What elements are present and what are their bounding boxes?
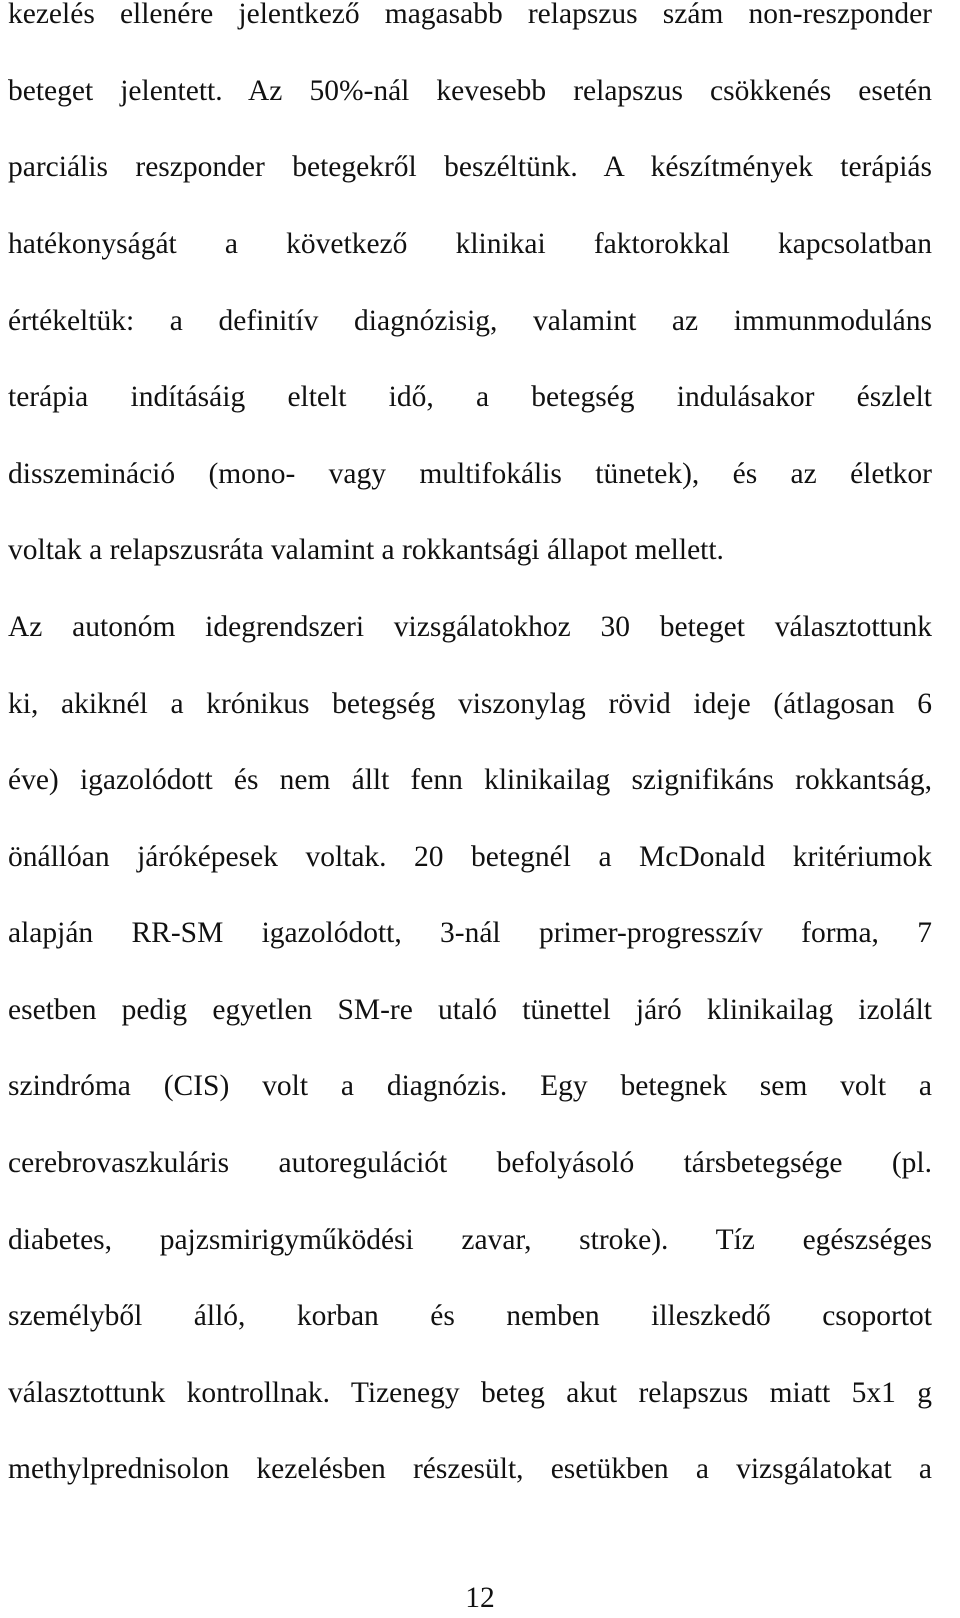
text-line-1: kezelés ellenére jelentkező magasabb relapszus szám non-reszponder bbox=[8, 0, 932, 30]
text-line-11: éve) igazolódott és nem állt fenn klinikailag szignifikáns rokkantság, bbox=[8, 764, 932, 796]
text-line-15: szindróma (CIS) volt a diagnózis. Egy betegnek sem volt a bbox=[8, 1070, 932, 1102]
text-line-8: voltak a relapszusráta valamint a rokkantsági állapot mellett. bbox=[8, 534, 724, 566]
text-line-18: személyből álló, korban és nemben illeszkedő csoportot bbox=[8, 1300, 932, 1332]
text-line-19: választottunk kontrollnak. Tizenegy beteg akut relapszus miatt 5x1 g bbox=[8, 1377, 932, 1409]
text-line-20: methylprednisolon kezelésben részesült, esetükben a vizsgálatokat a bbox=[8, 1453, 932, 1485]
text-line-9: Az autonóm idegrendszeri vizsgálatokhoz 30 beteget választottunk bbox=[8, 611, 932, 643]
text-line-13: alapján RR-SM igazolódott, 3-nál primer-progresszív forma, 7 bbox=[8, 917, 932, 949]
page-number: 12 bbox=[465, 1582, 495, 1614]
text-line-2: beteget jelentett. Az 50%-nál kevesebb relapszus csökkenés esetén bbox=[8, 75, 932, 107]
text-line-17: diabetes, pajzsmirigyműködési zavar, stroke). Tíz egészséges bbox=[8, 1224, 932, 1256]
text-line-5: értékeltük: a definitív diagnózisig, valamint az immunmoduláns bbox=[8, 305, 932, 337]
text-line-14: esetben pedig egyetlen SM-re utaló tünettel járó klinikailag izolált bbox=[8, 994, 932, 1026]
text-line-12: önállóan járóképesek voltak. 20 betegnél a McDonald kritériumok bbox=[8, 841, 932, 873]
text-line-16: cerebrovaszkuláris autoregulációt befolyásoló társbetegsége (pl. bbox=[8, 1147, 932, 1179]
text-line-10: ki, akiknél a krónikus betegség viszonylag rövid ideje (átlagosan 6 bbox=[8, 688, 932, 720]
text-line-7: disszemináció (mono- vagy multifokális tünetek), és az életkor bbox=[8, 458, 932, 490]
text-line-4: hatékonyságát a következő klinikai faktorokkal kapcsolatban bbox=[8, 228, 932, 260]
text-line-6: terápia indításáig eltelt idő, a betegség indulásakor észlelt bbox=[8, 381, 932, 413]
text-line-3: parciális reszponder betegekről beszéltünk. A készítmények terápiás bbox=[8, 151, 932, 183]
